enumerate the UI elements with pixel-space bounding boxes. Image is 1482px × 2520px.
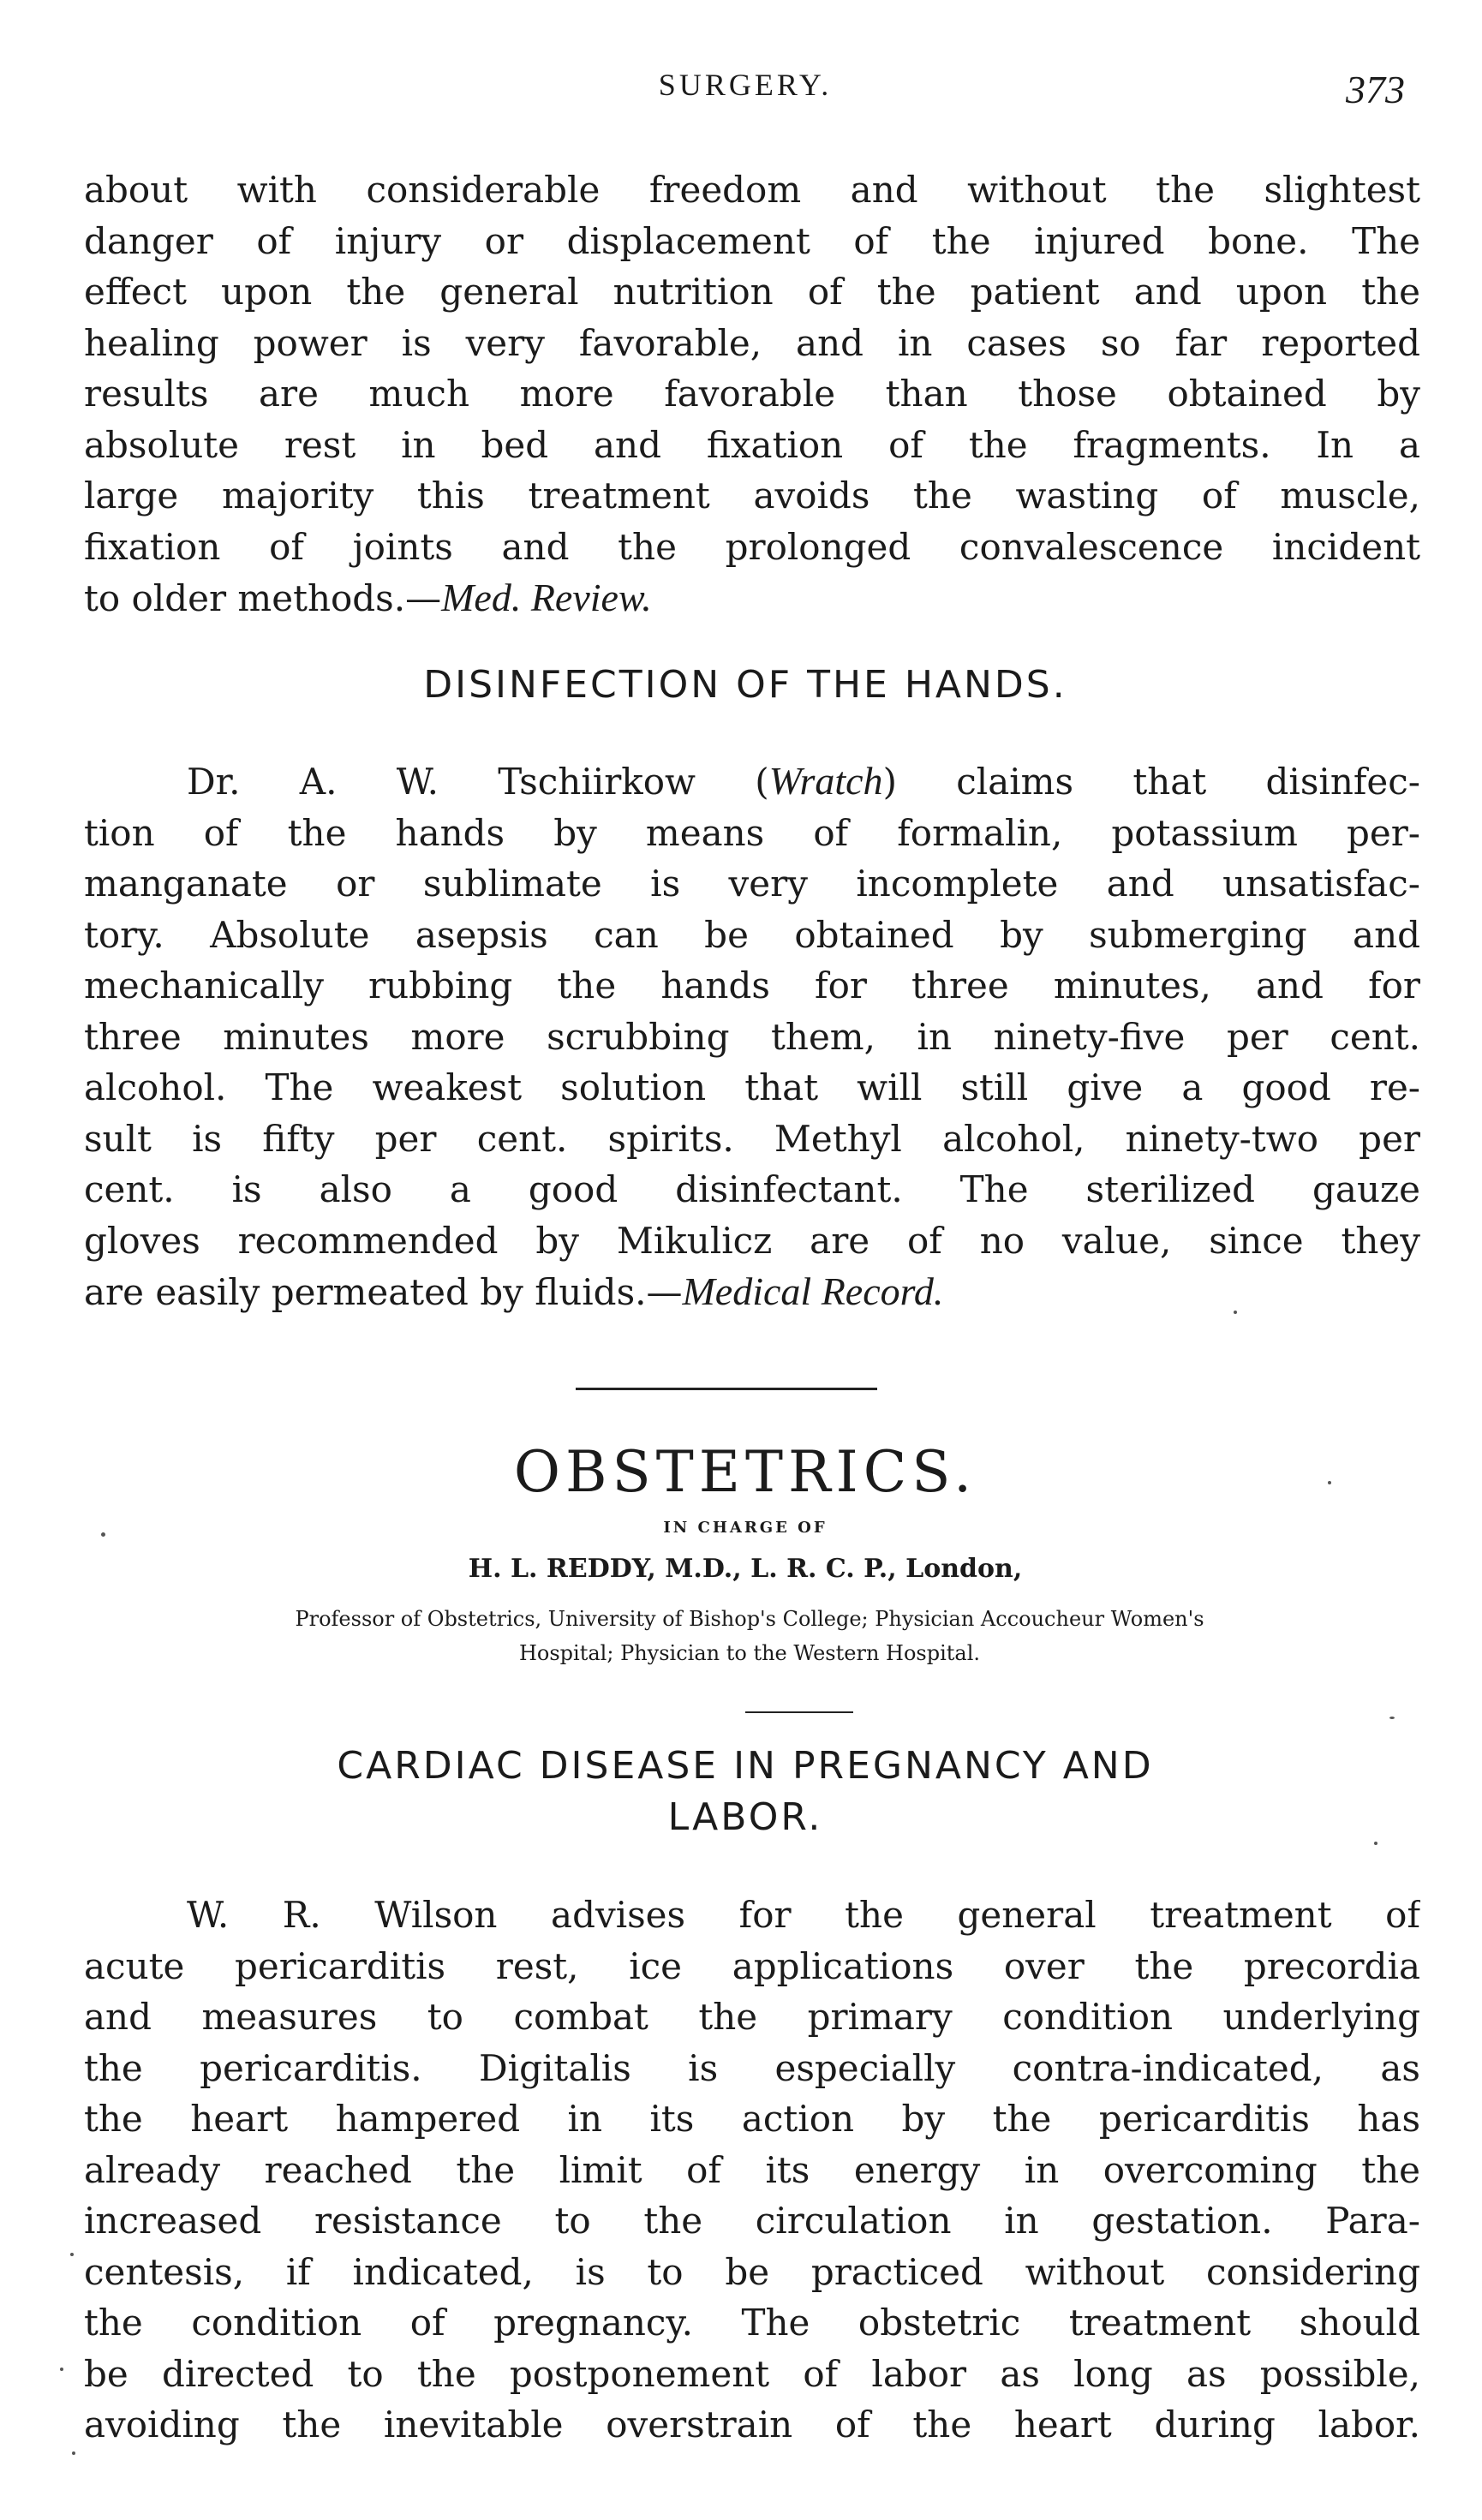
text-line: effect upon the general nutrition of the patient and upon the [84,271,1420,313]
scan-speck [1328,1481,1331,1484]
running-title: SURGERY. [658,68,833,102]
text-line: manganate or sublimate is very incomplete and unsatisfac- [84,863,1420,905]
section-heading-cardiac [86,1741,1405,1843]
text-line: tory. Absolute asepsis can be obtained by submerging and [84,913,1420,956]
page-number: 373 [1346,68,1405,111]
text-line: large majority this treatment avoids the wasting of muscle, [84,475,1420,517]
source-citation: Medical Record. [682,1269,944,1313]
text-line: about with considerable freedom and without the slightest [84,169,1420,211]
editor-name: H. L. REDDY, M.D., L. R. C. P., London, [468,1554,1023,1584]
text-line-last [84,1266,1420,1318]
editor-role-line: Hospital; Physician to the Western Hospital. [518,1641,981,1665]
running-head [86,67,1405,118]
cardiac-paragraph [84,1890,1420,2451]
source-journal: Wratch [768,759,883,803]
text-line: be directed to the postponement of labor as long as possible, [84,2352,1420,2395]
text-line-last [84,572,1420,624]
editor-role [103,1602,1396,1670]
heading-line: LABOR. [667,1795,823,1839]
source-citation: Med. Review. [441,576,652,619]
scan-speck [1389,1717,1395,1719]
text-line: mechanically rubbing the hands for three minutes, and for [84,964,1420,1006]
scan-speck [1234,1311,1237,1314]
text-line-first: W. R. Wilson advises for the general treatment of [187,1894,1420,1936]
department-title: OBSTETRICS. [513,1439,977,1505]
text-fragment: to older methods.— [84,577,442,619]
text-line: tion of the hands by means of formalin, potassium per- [84,811,1420,854]
text-line: the condition of pregnancy. The obstetric treatment should [84,2302,1420,2344]
section-heading-disinfection: DISINFECTION OF THE HANDS. [423,663,1067,707]
text-line: gloves recommended by Mikulicz are of no value, since they [84,1219,1420,1262]
scan-speck [72,2451,75,2455]
text-line: and measures to combat the primary condition underlying [84,1996,1420,2038]
text-line: danger of injury or displacement of the injured bone. The [84,219,1420,262]
text-line: centesis, if indicated, is to be practiced without considering [84,2250,1420,2293]
scan-speck [1374,1842,1377,1845]
text-line: cent. is also a good disinfectant. The sterilized gauze [84,1168,1420,1210]
text-fragment: ) claims that disinfec- [882,761,1420,803]
text-line: avoiding the inevitable overstrain of the heart during labor. [84,2404,1420,2445]
text-line: already reached the limit of its energy in overcoming the [84,2148,1420,2191]
scan-speck [60,2368,63,2371]
text-fragment: are easily permeated by fluids.— [84,1271,683,1313]
text-fragment: Dr. A. W. Tschiirkow ( [187,761,769,803]
text-line: sult is fifty per cent. spirits. Methyl alcohol, ninety-two per [84,1117,1420,1160]
text-line: three minutes more scrubbing them, in ninety-five per cent. [84,1015,1420,1058]
text-line: absolute rest in bed and fixation of the fragments. In a [84,423,1420,466]
text-line: the pericarditis. Digitalis is especially contra-indicated, as [84,2046,1420,2089]
surgery-continuation-paragraph [84,164,1420,624]
text-line-first [84,755,1420,808]
scan-speck [101,1532,105,1537]
section-divider [576,1388,877,1390]
text-line: alcohol. The weakest solution that will still give a good re- [84,1066,1420,1108]
text-line: increased resistance to the circulation in gestation. Para- [84,2200,1420,2242]
heading-line: CARDIAC DISEASE IN PREGNANCY AND [337,1744,1154,1788]
text-line: fixation of joints and the prolonged convalescence incident [84,525,1420,568]
scan-speck [70,2253,74,2256]
text-line: acute pericarditis rest, ice applications over the precordia [84,1944,1420,1987]
in-charge-note: IN CHARGE OF [663,1519,828,1537]
text-line: the heart hampered in its action by the pericarditis has [84,2098,1420,2140]
text-line: healing power is very favorable, and in cases so far reported [84,321,1420,364]
text-line: results are much more favorable than those obtained by [84,373,1420,415]
header-rule [745,1711,853,1713]
disinfection-paragraph [84,755,1420,1318]
editor-role-line: Professor of Obstetrics, University of Bishop's College; Physician Accoucheur Women's [295,1607,1204,1631]
